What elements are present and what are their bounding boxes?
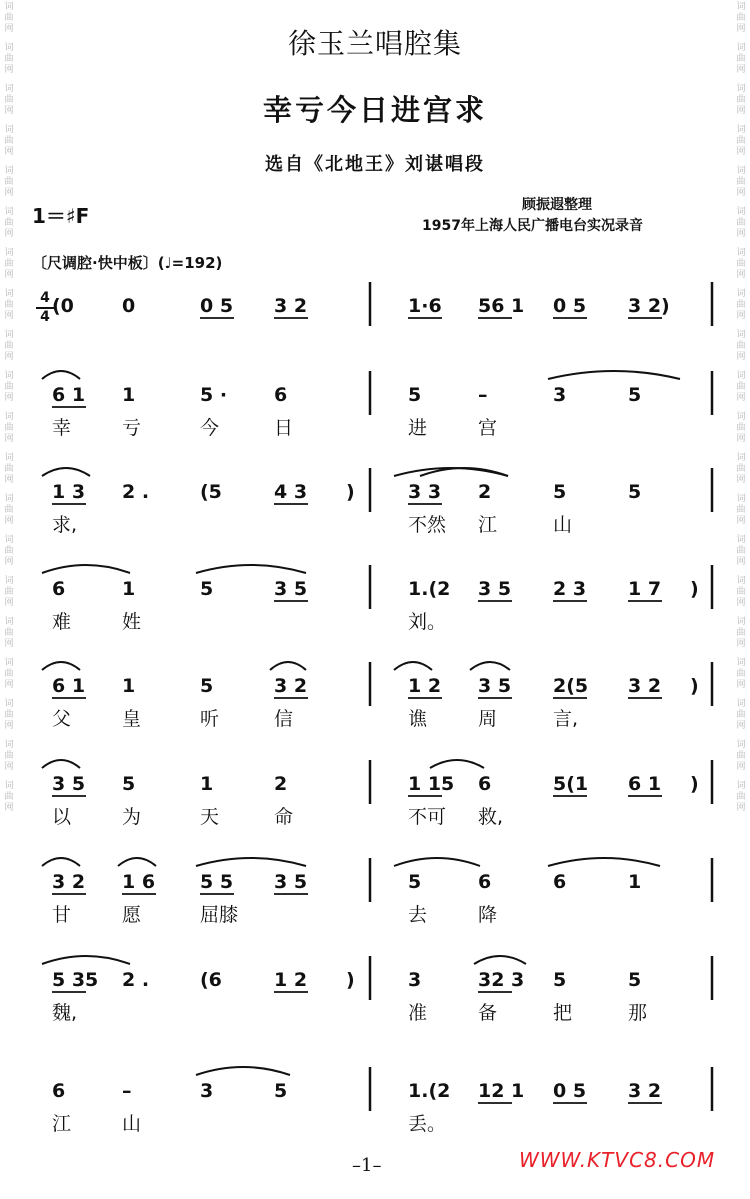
slur [42, 468, 90, 476]
lyric: 命 [274, 806, 294, 828]
lyric: 不可 [408, 806, 447, 828]
note-group: 6 [478, 871, 492, 893]
watermark-glyph-group: 词 曲 网 [736, 248, 746, 280]
note-group: 3 5 [478, 675, 512, 697]
slur [394, 858, 480, 866]
slur [394, 662, 432, 670]
time-signature-bottom: 4 [40, 309, 50, 325]
lyric: 父 [52, 708, 72, 730]
note-group: 1.(2 [408, 578, 451, 600]
note-group: 6 [52, 1080, 66, 1102]
lyric: 天 [200, 806, 220, 828]
lyric: 幸 [52, 417, 72, 439]
note-group: 5 [553, 969, 567, 991]
recording-credit: 1957年上海人民广播电台实况录音 [422, 218, 643, 234]
watermark-glyph-group: 词 曲 网 [736, 412, 746, 444]
site-watermark: WWW.KTVC8.COM [519, 1148, 716, 1172]
watermark-glyph-group: 词 曲 网 [4, 84, 14, 116]
slur [470, 662, 510, 670]
lyric: 信 [274, 708, 294, 730]
lyric: 求, [52, 514, 78, 536]
note-group: 56 1 [478, 295, 525, 317]
watermark-glyph-group: 词 曲 网 [4, 330, 14, 362]
note-group: 5 [628, 384, 642, 406]
note-group: 3 [553, 384, 567, 406]
watermark-glyph-group: 词 曲 网 [736, 781, 746, 813]
note-group: 1·6 [408, 295, 442, 317]
note-group: 6 [52, 578, 66, 600]
note-group: (0 [52, 295, 74, 317]
note-group: 5 [274, 1080, 288, 1102]
note-group: ) [690, 675, 699, 697]
note-group: 2 3 [553, 578, 587, 600]
watermark-glyph-group: 词 曲 网 [4, 617, 14, 649]
slur [548, 858, 660, 866]
note-group: 3 2 [52, 871, 86, 893]
watermark-glyph-group: 词 曲 网 [4, 535, 14, 567]
lyric: 言, [553, 708, 579, 730]
slur [196, 858, 306, 866]
lyric: 江 [478, 514, 498, 536]
watermark-glyph-group: 词 曲 网 [4, 371, 14, 403]
note-group: 2 [274, 773, 288, 795]
lyric: 丢。 [408, 1113, 447, 1135]
note-group: 3 5 [274, 871, 308, 893]
time-signature-top: 4 [40, 290, 50, 306]
slur [42, 956, 130, 964]
note-group: 3 3 [408, 481, 442, 503]
note-group: 3 2 [628, 675, 662, 697]
note-group: 6 1 [628, 773, 662, 795]
note-group: 2 [478, 481, 492, 503]
note-group: 3 [200, 1080, 214, 1102]
note-group: 3 2) [628, 295, 670, 317]
note-group: 1 6 [122, 871, 156, 893]
note-group: 0 5 [200, 295, 234, 317]
note-group: 5 [200, 578, 214, 600]
watermark-glyph-group: 词 曲 网 [736, 207, 746, 239]
lyric: 救, [478, 806, 504, 828]
slur [42, 662, 80, 670]
lyric: 魏, [52, 1002, 78, 1024]
note-group: – [122, 1080, 132, 1102]
note-group: 1 3 [52, 481, 86, 503]
lyric: 不然 [408, 514, 447, 536]
lyric: 宫 [478, 417, 498, 439]
watermark-glyph-group: 词 曲 网 [736, 166, 746, 198]
slur [42, 858, 80, 866]
note-group: ) [690, 773, 699, 795]
note-group: 6 1 [52, 675, 86, 697]
slur [42, 565, 130, 573]
note-group: 4 3 [274, 481, 308, 503]
lyric: 亏 [122, 417, 142, 439]
note-group: 6 [553, 871, 567, 893]
watermark-glyph-group: 词 曲 网 [4, 494, 14, 526]
note-group: 6 [274, 384, 288, 406]
watermark-glyph-group: 词 曲 网 [4, 2, 14, 34]
note-group: 32 3 [478, 969, 525, 991]
note-group: 1 [122, 675, 136, 697]
lyric: 山 [122, 1113, 142, 1135]
note-group: 5 [122, 773, 136, 795]
lyric: 以 [52, 806, 72, 828]
note-group: 0 [122, 295, 136, 317]
slur [118, 858, 156, 866]
note-group: 1 [200, 773, 214, 795]
note-group: 2 . [122, 481, 150, 503]
watermark-glyph-group: 词 曲 网 [736, 2, 746, 34]
watermark-glyph-group: 词 曲 网 [736, 494, 746, 526]
lyric: 姓 [122, 611, 142, 633]
note-group: 1 2 [408, 675, 442, 697]
note-group: 1.(2 [408, 1080, 451, 1102]
note-group: 5 [200, 675, 214, 697]
slur [42, 760, 80, 768]
watermark-glyph-group: 词 曲 网 [4, 658, 14, 690]
note-group: – [478, 384, 488, 406]
watermark-glyph-group: 词 曲 网 [736, 289, 746, 321]
watermark-glyph-group: 词 曲 网 [736, 371, 746, 403]
note-group: 3 5 [274, 578, 308, 600]
watermark-glyph-group: 词 曲 网 [4, 248, 14, 280]
note-group: 5 [628, 969, 642, 991]
watermark-glyph-group: 词 曲 网 [736, 576, 746, 608]
song-title: 幸亏今日进宫求 [262, 93, 487, 127]
watermark-glyph-group: 词 曲 网 [4, 43, 14, 75]
note-group: 3 5 [478, 578, 512, 600]
source-note: 选自《北地王》刘谌唱段 [265, 154, 485, 175]
note-group: 6 [478, 773, 492, 795]
watermark-glyph-group: 词 曲 网 [4, 453, 14, 485]
lyric: 今 [200, 417, 220, 439]
slur [196, 1067, 290, 1075]
lyric: 谯 [408, 708, 428, 730]
slur [430, 760, 484, 768]
lyric: 周 [478, 708, 498, 730]
watermark-glyph-group: 词 曲 网 [736, 617, 746, 649]
watermark-glyph-group: 词 曲 网 [4, 740, 14, 772]
tempo-marking: 〔尺调腔·快中板〕(♩=192) [32, 254, 223, 272]
note-group: 5 [408, 384, 422, 406]
lyric: 那 [628, 1002, 648, 1024]
key-signature: 1＝♯F [32, 204, 90, 228]
lyric: 日 [274, 417, 294, 439]
note-group: 0 5 [553, 1080, 587, 1102]
slur [474, 956, 526, 964]
slur [270, 662, 306, 670]
watermark-glyph-group: 词 曲 网 [736, 84, 746, 116]
note-group: 5 5 [200, 871, 234, 893]
watermark-glyph-group: 词 曲 网 [736, 535, 746, 567]
lyric: 难 [52, 611, 72, 633]
watermark-glyph-group: 词 曲 网 [4, 166, 14, 198]
note-group: (6 [200, 969, 222, 991]
note-group: 3 5 [52, 773, 86, 795]
page-number: –1– [352, 1155, 382, 1176]
lyric: 去 [408, 904, 428, 926]
watermark-glyph-group: 词 曲 网 [736, 740, 746, 772]
note-group: 2 . [122, 969, 150, 991]
lyric: 把 [553, 1002, 573, 1024]
watermark-glyph-group: 词 曲 网 [4, 289, 14, 321]
note-group: 5 [408, 871, 422, 893]
watermark-glyph-group: 词 曲 网 [4, 125, 14, 157]
note-group: 3 [408, 969, 422, 991]
watermark-glyph-group: 词 曲 网 [4, 699, 14, 731]
watermark-glyph-group: 词 曲 网 [736, 330, 746, 362]
arranger-credit: 顾振遐整理 [522, 197, 592, 213]
slur [548, 371, 680, 379]
note-group: 1 [122, 384, 136, 406]
lyric: 屈膝 [200, 904, 239, 926]
lyric: 甘 [52, 904, 72, 926]
collection-title: 徐玉兰唱腔集 [287, 27, 462, 60]
lyric: 刘。 [408, 611, 447, 633]
lyric: 进 [408, 417, 428, 439]
lyric: 山 [553, 514, 573, 536]
note-group: 1 15 [408, 773, 455, 795]
lyric: 降 [478, 904, 498, 926]
note-group: 5(1 [553, 773, 589, 795]
watermark-glyph-group: 词 曲 网 [4, 412, 14, 444]
note-group: 3 2 [274, 675, 308, 697]
lyric: 江 [52, 1113, 72, 1135]
note-group: 1 7 [628, 578, 662, 600]
lyric: 备 [478, 1002, 498, 1024]
note-group: ) [346, 481, 355, 503]
watermark-glyph-group: 词 曲 网 [736, 43, 746, 75]
note-group: ) [346, 969, 355, 991]
note-group: 3 2 [628, 1080, 662, 1102]
watermark-glyph-group: 词 曲 网 [736, 699, 746, 731]
note-group: 3 2 [274, 295, 308, 317]
lyric: 听 [200, 708, 220, 730]
lyric: 愿 [122, 904, 142, 926]
note-group: 5 [553, 481, 567, 503]
watermark-glyph-group: 词 曲 网 [736, 453, 746, 485]
note-group: 5 · [200, 384, 228, 406]
note-group: 5 35 [52, 969, 99, 991]
note-group: 2(5 [553, 675, 589, 697]
note-group: 12 1 [478, 1080, 525, 1102]
watermark-glyph-group: 词 曲 网 [736, 658, 746, 690]
note-group: 1 2 [274, 969, 308, 991]
lyric: 准 [408, 1002, 428, 1024]
note-group: 0 5 [553, 295, 587, 317]
note-group: 6 1 [52, 384, 86, 406]
note-group: 5 [628, 481, 642, 503]
note-group: ) [690, 578, 699, 600]
lyric: 皇 [122, 708, 142, 730]
watermark-glyph-group: 词 曲 网 [4, 207, 14, 239]
note-group: (5 [200, 481, 222, 503]
note-group: 1 [122, 578, 136, 600]
watermark-glyph-group: 词 曲 网 [4, 781, 14, 813]
lyric: 为 [122, 806, 142, 828]
slur [42, 371, 80, 379]
watermark-glyph-group: 词 曲 网 [736, 125, 746, 157]
watermark-glyph-group: 词 曲 网 [4, 576, 14, 608]
slur [196, 565, 306, 573]
note-group: 1 [628, 871, 642, 893]
